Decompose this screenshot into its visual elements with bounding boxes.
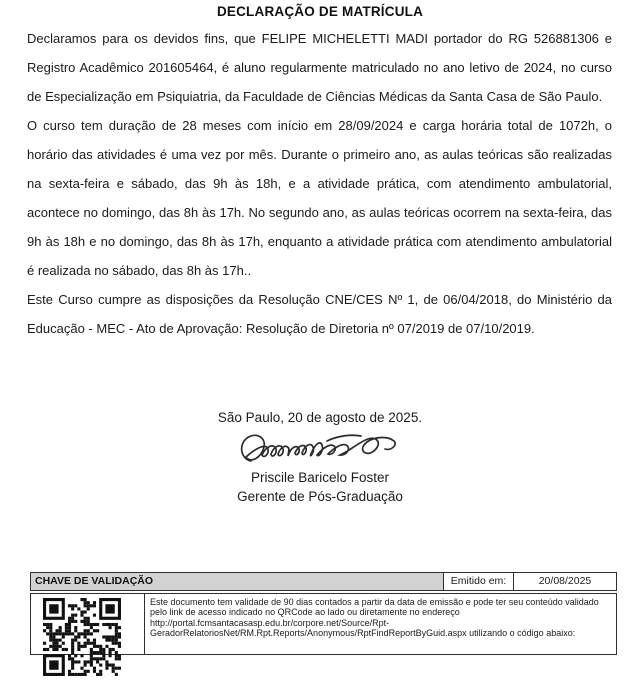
signatory-role: Gerente de Pós-Graduação bbox=[237, 489, 403, 504]
validation-table bbox=[30, 572, 617, 655]
issued-at-date: 20/08/2025 bbox=[538, 575, 592, 587]
qr-code-icon bbox=[43, 598, 121, 676]
document-body bbox=[27, 24, 612, 343]
validation-body-row bbox=[30, 593, 617, 655]
handwritten-signature-icon bbox=[235, 428, 405, 472]
paragraph-regulation: Este Curso cumpre as disposições da Resolução CNE/CES Nº 1, de 06/04/2018, do Ministério da Educação - MEC - Ato de Aprovação: Resolução de Diretoria nº 07/2019 de 07/10/2019. bbox=[27, 292, 612, 336]
place-date-line: São Paulo, 20 de agosto de 2025. bbox=[217, 410, 423, 425]
issued-at-label: Emitido em: bbox=[444, 573, 514, 590]
paragraph-enrollment: Declaramos para os devidos fins, que FELIPE MICHELETTI MADI portador do RG 526881306 e Registro Acadêmico 201605464, é aluno regularmente matriculado no ano letivo de 2024, no curso de Especialização em Psiquiatria, da Faculdade de Ciências Médicas da Santa Casa de São Paulo. bbox=[27, 31, 612, 104]
validity-notice bbox=[145, 594, 616, 654]
paragraph-course-schedule: O curso tem duração de 28 meses com início em 28/09/2024 e carga horária total de 1072h, o horário das atividades é uma vez por mês. Durante o primeiro ano, as aulas teóricas são realizadas na sexta-feira e sábado, das 9h às 18h, e a atividade prática, com atendimento ambulatorial, acontece no domingo, das 8h às 17h. No segundo ano, as aulas teóricas ocorrem na sexta-feira, das 9h às 18h e no domingo, das 8h às 17h, enquanto a atividade prática com atendimento ambulatorial é realizada no sábado, das 8h às 17h.. bbox=[27, 118, 612, 278]
validation-key-label: CHAVE DE VALIDAÇÃO bbox=[31, 573, 444, 590]
document-title: DECLARAÇÃO DE MATRÍCULA bbox=[216, 4, 424, 19]
signature-image bbox=[235, 428, 405, 472]
notice-line: GeradorRelatoriosNet/RM.Rpt.Reports/Anonymous/RptFindReportByGuid.aspx utilizando o código abaixo: bbox=[150, 628, 576, 639]
signatory-name: Priscile Baricelo Foster bbox=[250, 470, 390, 485]
qr-code-cell bbox=[31, 594, 145, 654]
notice-line: Este documento tem validade de 90 dias contados a partir da data de emissão e pode ter seu conteúdo validado bbox=[150, 597, 599, 607]
notice-line: http://portal.fcmsantacasasp.edu.br/corpore.net/Source/Rpt- bbox=[150, 617, 390, 628]
notice-line: pelo link de acesso indicado no QRCode ao lado ou diretamente no endereço bbox=[150, 607, 460, 618]
validation-header-row bbox=[30, 572, 617, 591]
